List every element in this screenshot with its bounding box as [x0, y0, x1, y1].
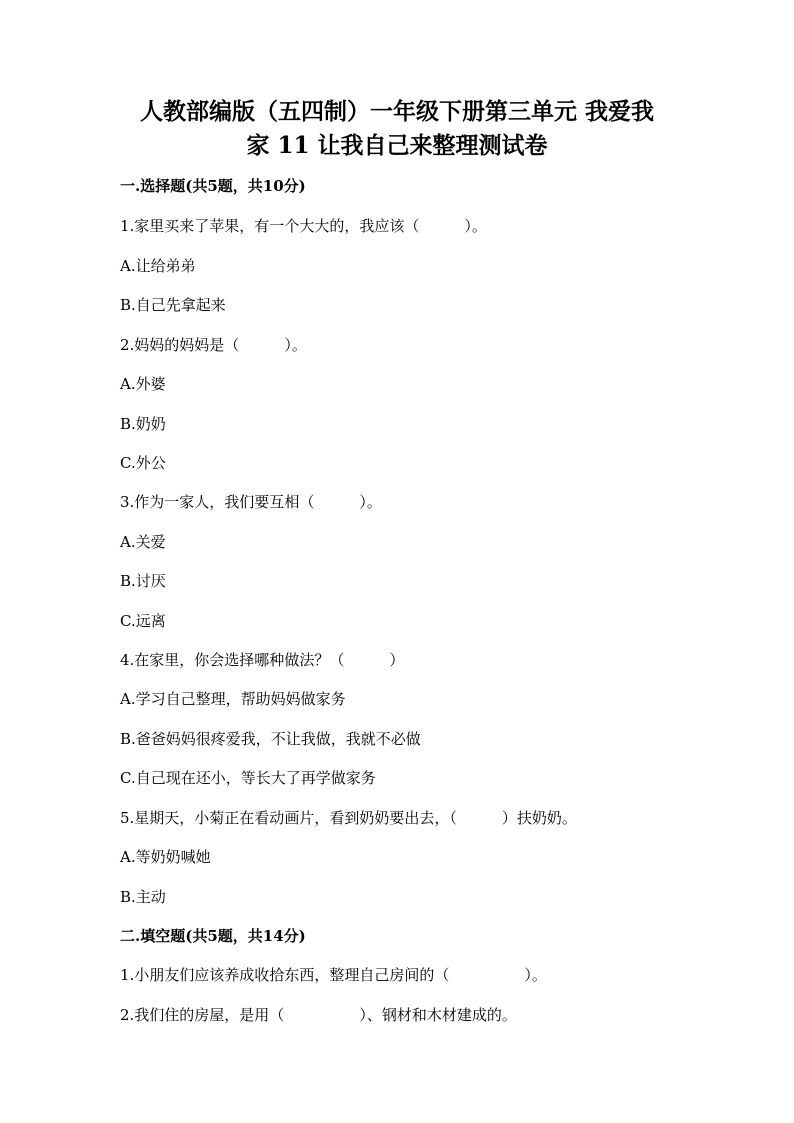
question-2-stem: 2.妈妈的妈妈是（ ）。 — [120, 336, 307, 354]
question-3-stem: 3.作为一家人，我们要互相（ ）。 — [120, 493, 382, 511]
question-3-option-b: B.讨厌 — [120, 572, 166, 590]
section-heading-fill-in-blank: 二.填空题(共5题，共14分) — [120, 927, 306, 945]
question-1-stem: 1.家里买来了苹果，有一个大大的，我应该（ ）。 — [120, 217, 487, 235]
question-3-option-c: C.远离 — [120, 612, 166, 630]
question-1-option-b: B.自己先拿起来 — [120, 296, 226, 314]
exam-title-line-2: 家 11 让我自己来整理测试卷 — [246, 132, 548, 159]
exam-title-line-1: 人教部编版（五四制）一年级下册第三单元 我爱我 — [139, 98, 654, 125]
fill-question-1: 1.小朋友们应该养成收拾东西，整理自己房间的（ ）。 — [120, 966, 547, 984]
question-4-stem: 4.在家里，你会选择哪种做法？（ ） — [120, 651, 405, 669]
fill-question-2: 2.我们住的房屋，是用（ ）、钢材和木材建成的。 — [120, 1006, 517, 1024]
question-2-option-b: B.奶奶 — [120, 415, 166, 433]
section-heading-multiple-choice: 一.选择题(共5题，共10分) — [120, 177, 306, 195]
question-2-option-a: A.外婆 — [120, 375, 166, 393]
question-5-option-b: B.主动 — [120, 888, 166, 906]
question-5-stem: 5.星期天，小菊正在看动画片，看到奶奶要出去，（ ）扶奶奶。 — [120, 809, 577, 827]
question-1-option-a: A.让给弟弟 — [120, 257, 196, 275]
question-2-option-c: C.外公 — [120, 454, 166, 472]
question-4-option-b: B.爸爸妈妈很疼爱我，不让我做，我就不必做 — [120, 730, 421, 748]
question-5-option-a: A.等奶奶喊她 — [120, 848, 211, 866]
question-4-option-c: C.自己现在还小，等长大了再学做家务 — [120, 769, 376, 787]
question-4-option-a: A.学习自己整理，帮助妈妈做家务 — [120, 690, 346, 708]
question-3-option-a: A.关爱 — [120, 533, 166, 551]
